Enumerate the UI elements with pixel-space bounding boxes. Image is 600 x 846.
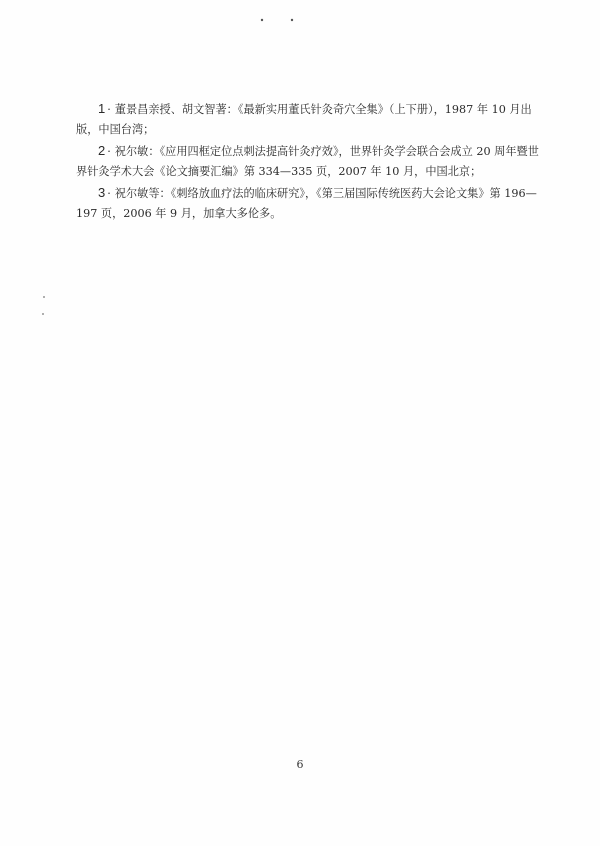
reference-number: 3 (98, 185, 106, 200)
reference-number: 1 (98, 101, 106, 116)
reference-item (76, 183, 544, 224)
page-number: 6 (296, 758, 304, 771)
reference-separator: · (107, 103, 111, 116)
reference-item (76, 141, 544, 182)
reference-text: 祝尔敏：《应用四框定位点刺法提高针灸疗效》，世界针灸学会联合会成立 20 周年暨世 (114, 145, 539, 158)
reference-first-line (98, 183, 544, 204)
reference-text: 祝尔敏等：《刺络放血疗法的临床研究》，《第三届国际传统医药大会论文集》第 196— (114, 187, 537, 200)
reference-continuation: 版，中国台湾； (76, 123, 155, 136)
reference-number: 2 (98, 143, 106, 158)
reference-text: 董景昌亲授、胡文智著：《最新实用董氏针灸奇穴全集》（上下册），1987 年 10 月出 (114, 103, 532, 116)
scan-speck (261, 19, 263, 21)
reference-first-line (98, 99, 544, 120)
scan-speck (291, 19, 293, 21)
reference-continuation: 界针灸学术大会《论文摘要汇编》第 334—335 页，2007 年 10 月，中国北京； (76, 165, 482, 178)
scan-speck (42, 313, 44, 315)
reference-separator: · (107, 145, 111, 158)
scan-speck (43, 296, 45, 298)
reference-separator: · (107, 187, 111, 200)
reference-item (76, 99, 544, 140)
reference-first-line (98, 141, 544, 162)
reference-continuation: 197 页，2006 年 9 月，加拿大多伦多。 (76, 207, 282, 220)
reference-list (76, 99, 544, 225)
